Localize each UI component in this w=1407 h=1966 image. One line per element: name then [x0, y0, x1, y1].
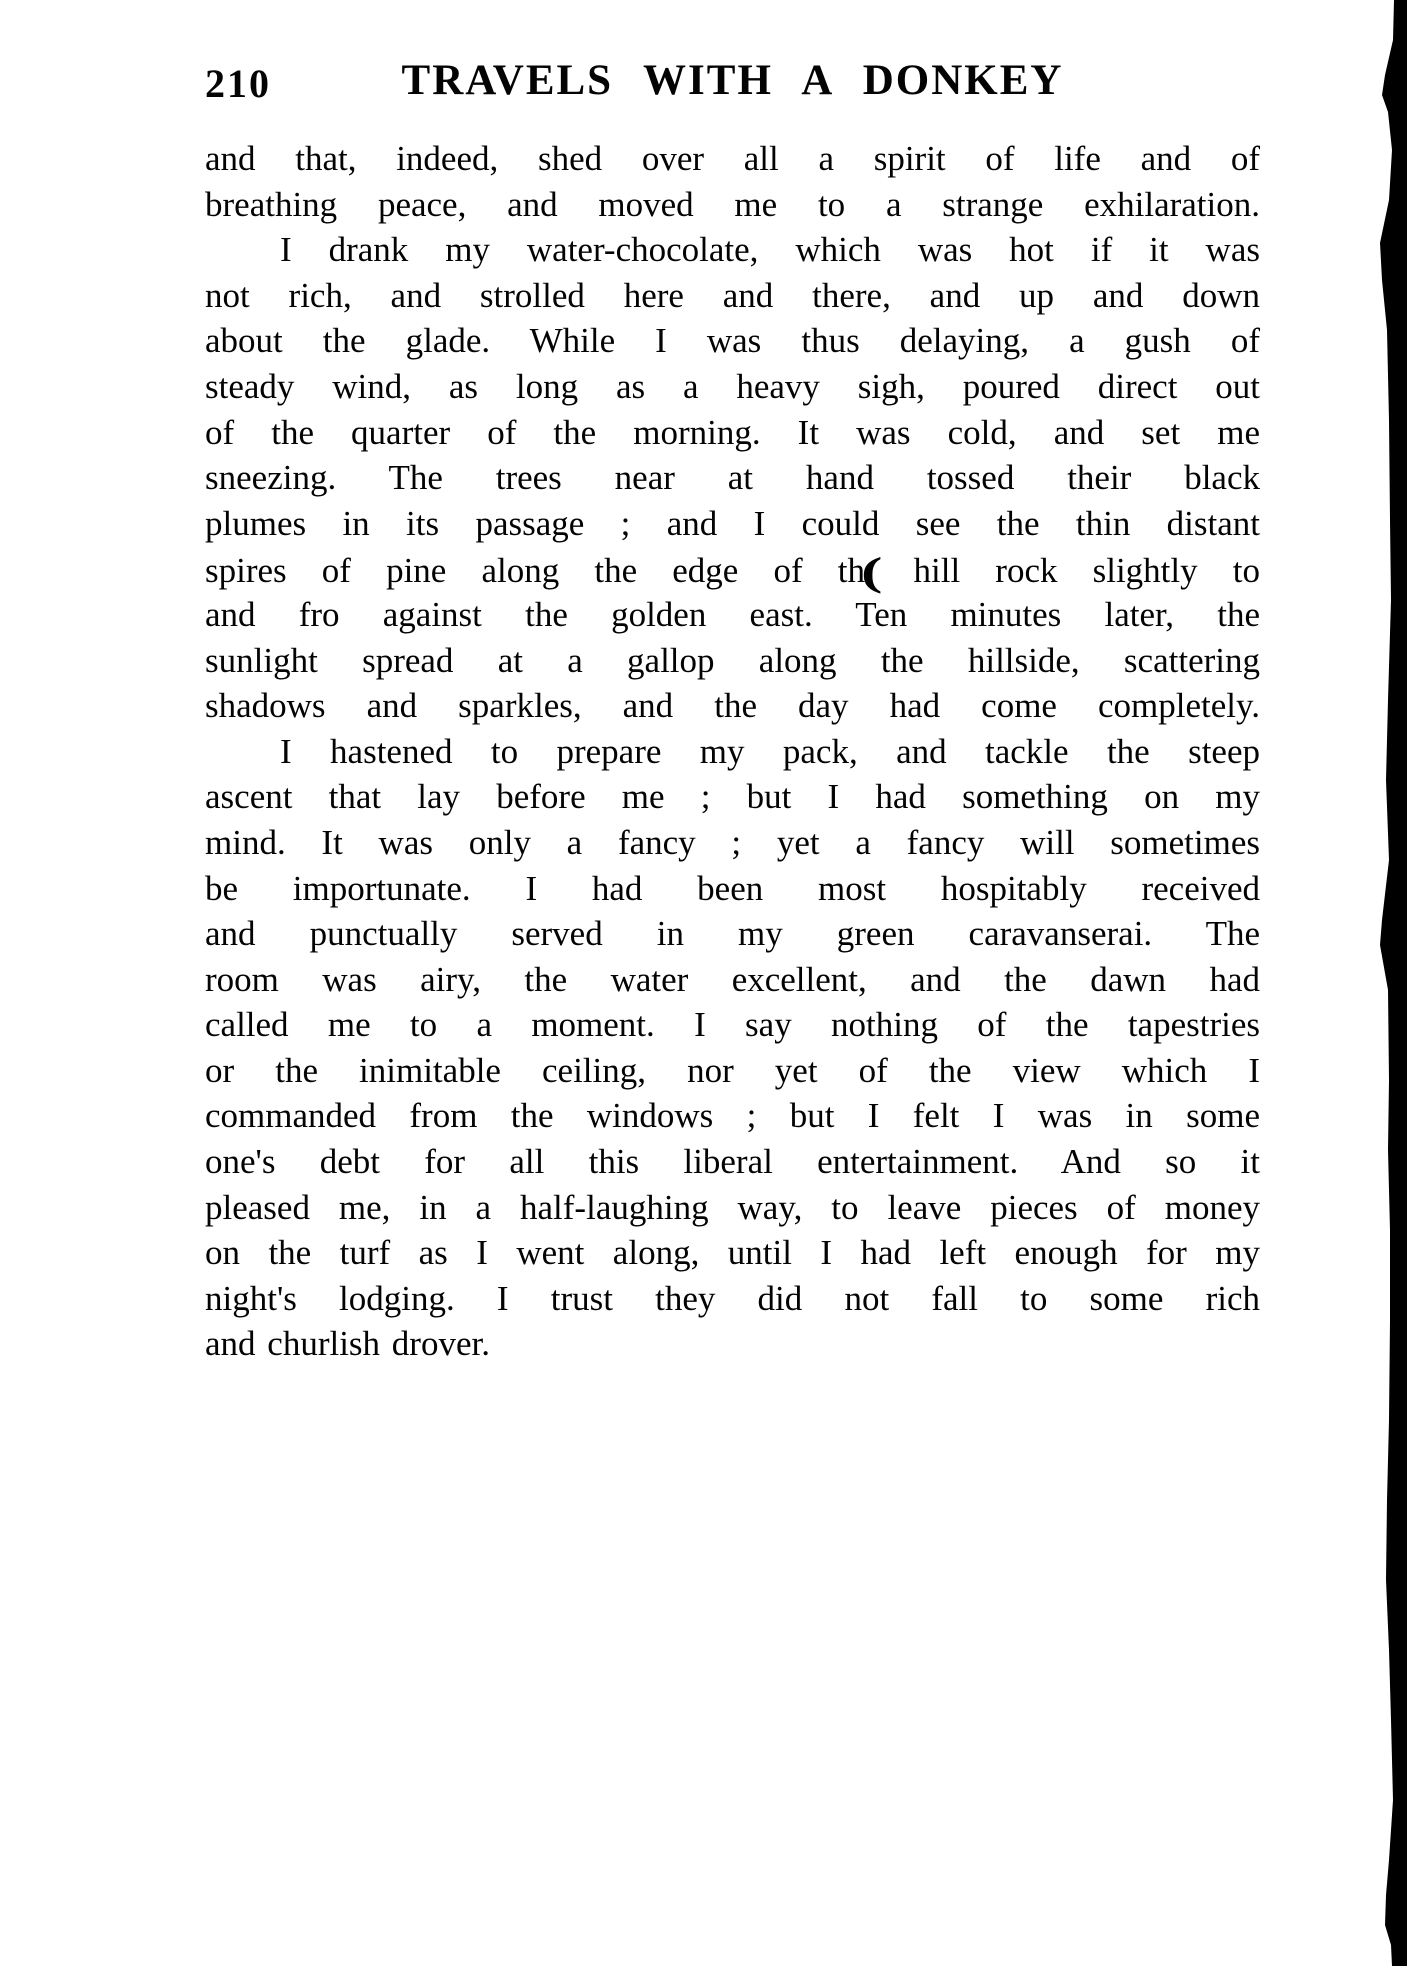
- text-line: ascent that lay before me ; but I had something on my: [205, 777, 1260, 817]
- text-block: [205, 136, 1260, 1367]
- text-line: or the inimitable ceiling, nor yet of the view which I: [205, 1050, 1260, 1090]
- text-line: I hastened to prepare my pack, and tackle the steep: [280, 731, 1260, 771]
- text-line: I drank my water-chocolate, which was hot if it was: [280, 230, 1260, 270]
- ink-blot: (: [860, 549, 883, 595]
- text-line: on the turf as I went along, until I had left enough for my: [205, 1233, 1260, 1273]
- text-line: room was airy, the water excellent, and the dawn had: [205, 959, 1260, 999]
- page-header: [205, 56, 1260, 106]
- text-line: plumes in its passage ; and I could see the thin distant: [205, 503, 1260, 543]
- text-line: spires of pine along the edge of th( hill rock slightly to: [205, 549, 1260, 595]
- text-line: night's lodging. I trust they did not fall to some rich: [205, 1278, 1260, 1318]
- text-line: called me to a moment. I say nothing of the tapestries: [205, 1005, 1260, 1045]
- text-line: breathing peace, and moved me to a strange exhilaration.: [205, 184, 1260, 224]
- scan-bar-path: [1380, 0, 1407, 1966]
- text-line: steady wind, as long as a heavy sigh, poured direct out: [205, 366, 1260, 406]
- page-number: 210: [205, 61, 271, 106]
- header-title: TRAVELS WITH A DONKEY: [401, 57, 1064, 104]
- text-line: about the glade. While I was thus delaying, a gush of: [205, 321, 1260, 361]
- text-line: be importunate. I had been most hospitably received: [205, 868, 1260, 908]
- text-line: of the quarter of the morning. It was cold, and set me: [205, 412, 1260, 452]
- text-line: sneezing. The trees near at hand tossed their black: [205, 458, 1260, 498]
- text-line: and punctually served in my green caravanserai. The: [205, 914, 1260, 954]
- text-line: not rich, and strolled here and there, and up and down: [205, 275, 1260, 315]
- text-line: one's debt for all this liberal entertainment. And so it: [205, 1142, 1260, 1182]
- text-line: mind. It was only a fancy ; yet a fancy will sometimes: [205, 822, 1260, 862]
- text-line: and fro against the golden east. Ten minutes later, the: [205, 594, 1260, 634]
- text-line: commanded from the windows ; but I felt I was in some: [205, 1096, 1260, 1136]
- text-line: sunlight spread at a gallop along the hillside, scattering: [205, 640, 1260, 680]
- scan-gutter-bar: [1373, 0, 1407, 1966]
- text-line: and that, indeed, shed over all a spirit of life and of: [205, 139, 1260, 178]
- text-line: shadows and sparkles, and the day had come completely.: [205, 686, 1260, 726]
- text-line: and churlish drover.: [205, 1324, 490, 1364]
- text-line: pleased me, in a half-laughing way, to leave pieces of money: [205, 1187, 1260, 1227]
